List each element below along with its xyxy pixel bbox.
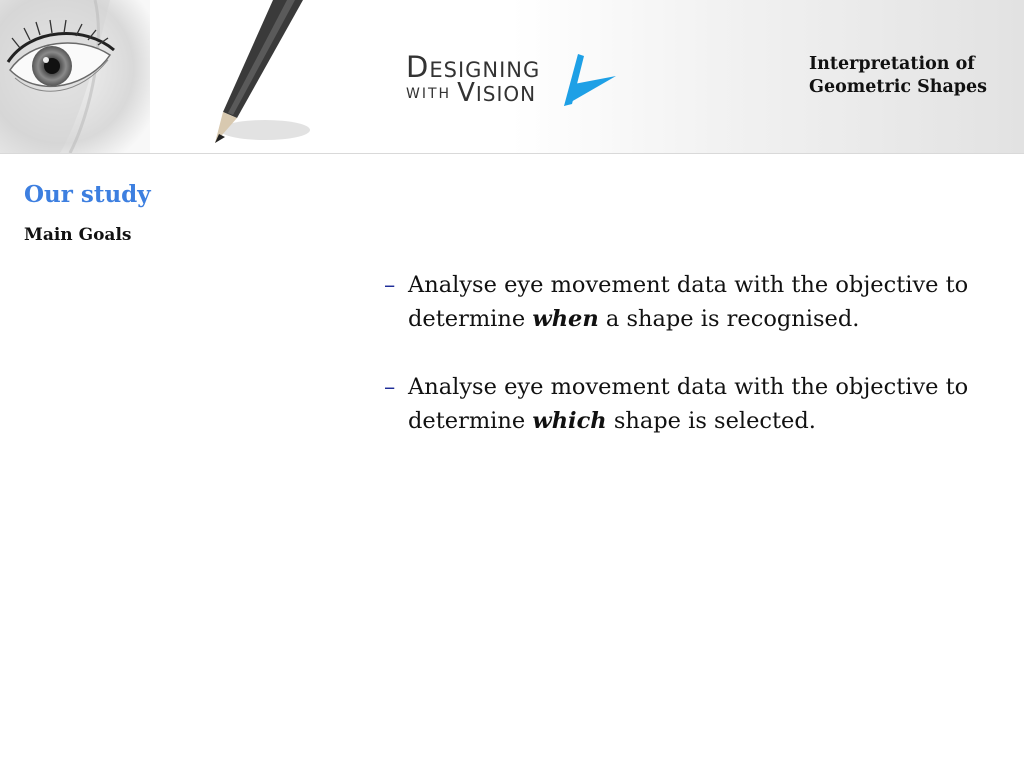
vision-mark-icon <box>560 50 620 110</box>
logo-line-with-vision: WITH VISION <box>406 78 537 108</box>
section-subtitle: Main Goals <box>24 225 132 245</box>
goal-emphasis: which <box>532 408 607 434</box>
goal-text: Analyse eye movement data with the objective to determine <box>408 272 969 332</box>
bullet-dash: – <box>384 374 396 400</box>
goal-item-which <box>384 370 1014 438</box>
header-divider <box>0 153 1024 154</box>
goal-text-end: a shape is recognised. <box>598 306 860 332</box>
pencil-image <box>195 0 325 153</box>
bullet-dash: – <box>384 272 396 298</box>
section-title: Our study <box>24 181 151 208</box>
goal-text-end: shape is selected. <box>606 408 816 434</box>
header-title-line1: Interpretation of <box>809 54 975 74</box>
header-title <box>809 53 1019 99</box>
slide-header <box>0 0 1024 153</box>
goal-item-when <box>384 268 1014 336</box>
goal-text: Analyse eye movement data with the objective to determine <box>408 374 969 434</box>
header-title-line2: Geometric Shapes <box>809 77 988 97</box>
goals-list <box>384 268 1014 472</box>
goal-emphasis: when <box>532 306 599 332</box>
eye-image <box>0 0 150 153</box>
logo-line-designing: DESIGNING <box>406 50 541 84</box>
